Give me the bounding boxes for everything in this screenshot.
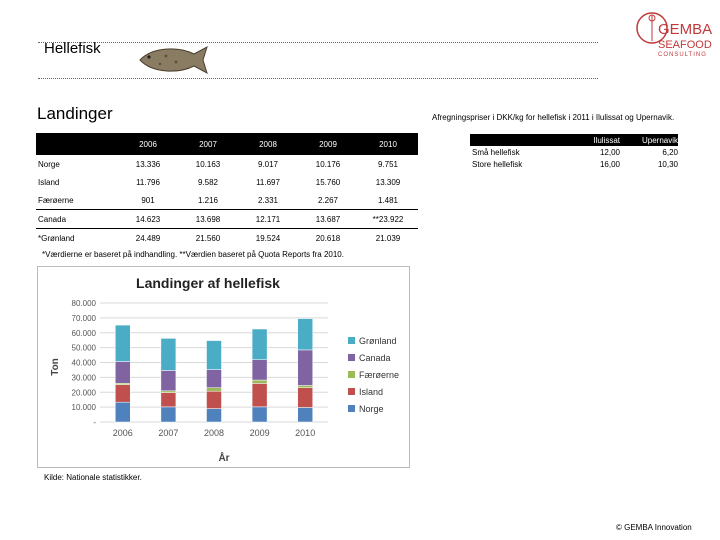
y-tick-label: 50.000 [71, 343, 96, 353]
bar-segment [252, 383, 267, 406]
table-cell: 12.171 [238, 210, 298, 229]
row-label: Færøerne [38, 195, 74, 205]
table-row [36, 191, 418, 210]
bar-segment [115, 385, 130, 403]
table-cell: 2.267 [317, 195, 339, 205]
bar-segment [298, 385, 313, 387]
column-header: 2009 [298, 133, 358, 155]
row-label: *Grønland [36, 229, 118, 248]
y-tick-label: 80.000 [71, 299, 96, 308]
chart-panel [37, 266, 410, 468]
table-header-row [470, 134, 678, 146]
column-header: 2006 [118, 133, 178, 155]
table-cell: **23.922 [358, 210, 418, 229]
legend-label: Grønland [359, 336, 397, 346]
source-note: Kilde: Nationale statistikker. [44, 473, 142, 482]
x-tick-label: 2009 [249, 428, 270, 438]
table-cell: 21.560 [178, 229, 238, 248]
x-axis-label: År [218, 453, 230, 464]
table-cell: 14.623 [118, 210, 178, 229]
y-tick-label: 70.000 [71, 313, 96, 323]
copyright-note: © GEMBA Innovation [616, 523, 692, 532]
stacked-bar-chart [38, 267, 409, 467]
bar-segment [161, 391, 176, 393]
table-cell: 1.481 [377, 195, 399, 205]
x-tick-label: 2008 [203, 428, 225, 438]
bar-segment [207, 388, 222, 391]
svg-text:CONSULTING: CONSULTING [658, 52, 707, 58]
y-tick-label: 40.000 [71, 358, 96, 368]
bar-segment [252, 329, 267, 360]
table-row [470, 146, 678, 158]
y-axis-label: Ton [50, 358, 61, 376]
table-cell: 16,00 [599, 159, 620, 169]
table-row [36, 210, 418, 229]
chart-title: Landinger af hellefisk [136, 275, 280, 291]
column-header: Ilulissat [562, 134, 620, 146]
legend-swatch [348, 337, 355, 344]
table-footnote: *Værdierne er baseret på indhandling. **Værdien baseret på Quota Reports fra 2010. [42, 250, 344, 259]
bar-segment [298, 388, 313, 408]
table-row [36, 229, 418, 248]
table-cell: 13.698 [178, 210, 238, 229]
table-cell: 10.176 [315, 159, 341, 169]
table-cell: 20.618 [298, 229, 358, 248]
column-header: 2007 [178, 133, 238, 155]
bar-segment [298, 319, 313, 350]
page-title: Hellefisk [44, 40, 101, 57]
table-cell: 11.796 [136, 177, 160, 187]
legend-swatch [348, 405, 355, 412]
y-tick-label: - [93, 418, 96, 427]
legend-swatch [348, 388, 355, 395]
price-note: Afregningspriser i DKK/kg for hellefisk i 2011 i Ilulissat og Upernavik. [432, 113, 675, 122]
legend-label: Færøerne [359, 370, 400, 380]
table-cell: 19.524 [238, 229, 298, 248]
bar-segment [161, 407, 176, 422]
column-header: Upernavik [620, 134, 678, 146]
bar-segment [298, 350, 313, 386]
legend-label: Island [359, 387, 384, 397]
y-tick-label: 60.000 [71, 328, 96, 338]
section-title: Landinger [37, 104, 113, 123]
table-cell: 12,00 [599, 147, 620, 157]
table-cell: 2.331 [257, 195, 279, 205]
table-cell: 21.039 [358, 229, 418, 248]
y-tick-label: 10.000 [71, 403, 96, 413]
header-divider-lower [38, 78, 598, 79]
table-row [470, 158, 678, 170]
halibut-icon [136, 44, 212, 76]
bar-segment [161, 370, 176, 390]
table-cell: 11.697 [256, 177, 280, 187]
table-corner [36, 133, 118, 155]
table-cell: 9.017 [257, 159, 279, 169]
table-row [36, 155, 418, 173]
bar-segment [161, 393, 176, 407]
bar-segment [298, 407, 313, 422]
bar-segment [207, 409, 222, 422]
table-cell: 13.336 [135, 159, 161, 169]
table-cell: 10,30 [657, 159, 678, 169]
x-tick-label: 2010 [295, 428, 316, 438]
row-label: Island [38, 177, 60, 187]
gemba-logo [634, 6, 716, 66]
legend-label: Canada [359, 353, 391, 363]
price-table [470, 134, 678, 170]
column-header: 2008 [238, 133, 298, 155]
header-divider [38, 42, 598, 43]
bar-segment [252, 407, 267, 422]
bar-segment [115, 325, 130, 361]
row-label: Store hellefisk [472, 159, 523, 169]
y-tick-label: 20.000 [71, 388, 96, 398]
svg-text:GEMBA: GEMBA [658, 21, 713, 38]
bar-segment [207, 341, 222, 370]
bar-segment [252, 360, 267, 380]
x-tick-label: 2006 [112, 428, 133, 438]
table-cell: 24.489 [118, 229, 178, 248]
legend-swatch [348, 354, 355, 361]
table-header-row [36, 133, 418, 155]
y-tick-label: 30.000 [71, 373, 96, 383]
row-label: Canada [36, 210, 118, 229]
row-label: Små hellefisk [472, 147, 520, 157]
x-tick-label: 2007 [158, 428, 179, 438]
landings-table [36, 133, 418, 247]
table-cell: 1.216 [197, 195, 219, 205]
table-cell: 13.309 [375, 177, 401, 187]
bar-segment [115, 362, 130, 384]
table-cell: 9.751 [377, 159, 399, 169]
column-header: 2010 [358, 133, 418, 155]
table-cell: 15.760 [315, 177, 341, 187]
bar-segment [252, 380, 267, 383]
row-label: Norge [38, 159, 60, 169]
table-cell: 13.687 [298, 210, 358, 229]
table-cell: 10.163 [195, 159, 221, 169]
bar-segment [115, 402, 130, 422]
bar-segment [207, 370, 222, 388]
legend-swatch [348, 371, 355, 378]
table-cell: 6,20 [662, 147, 678, 157]
table-row [36, 173, 418, 191]
table-cell: 9.582 [197, 177, 219, 187]
table-corner [470, 134, 562, 146]
bar-segment [161, 338, 176, 370]
table-cell: 901 [141, 195, 155, 205]
svg-text:SEAFOOD: SEAFOOD [658, 39, 712, 51]
bar-segment [207, 391, 222, 408]
legend-label: Norge [359, 404, 384, 414]
